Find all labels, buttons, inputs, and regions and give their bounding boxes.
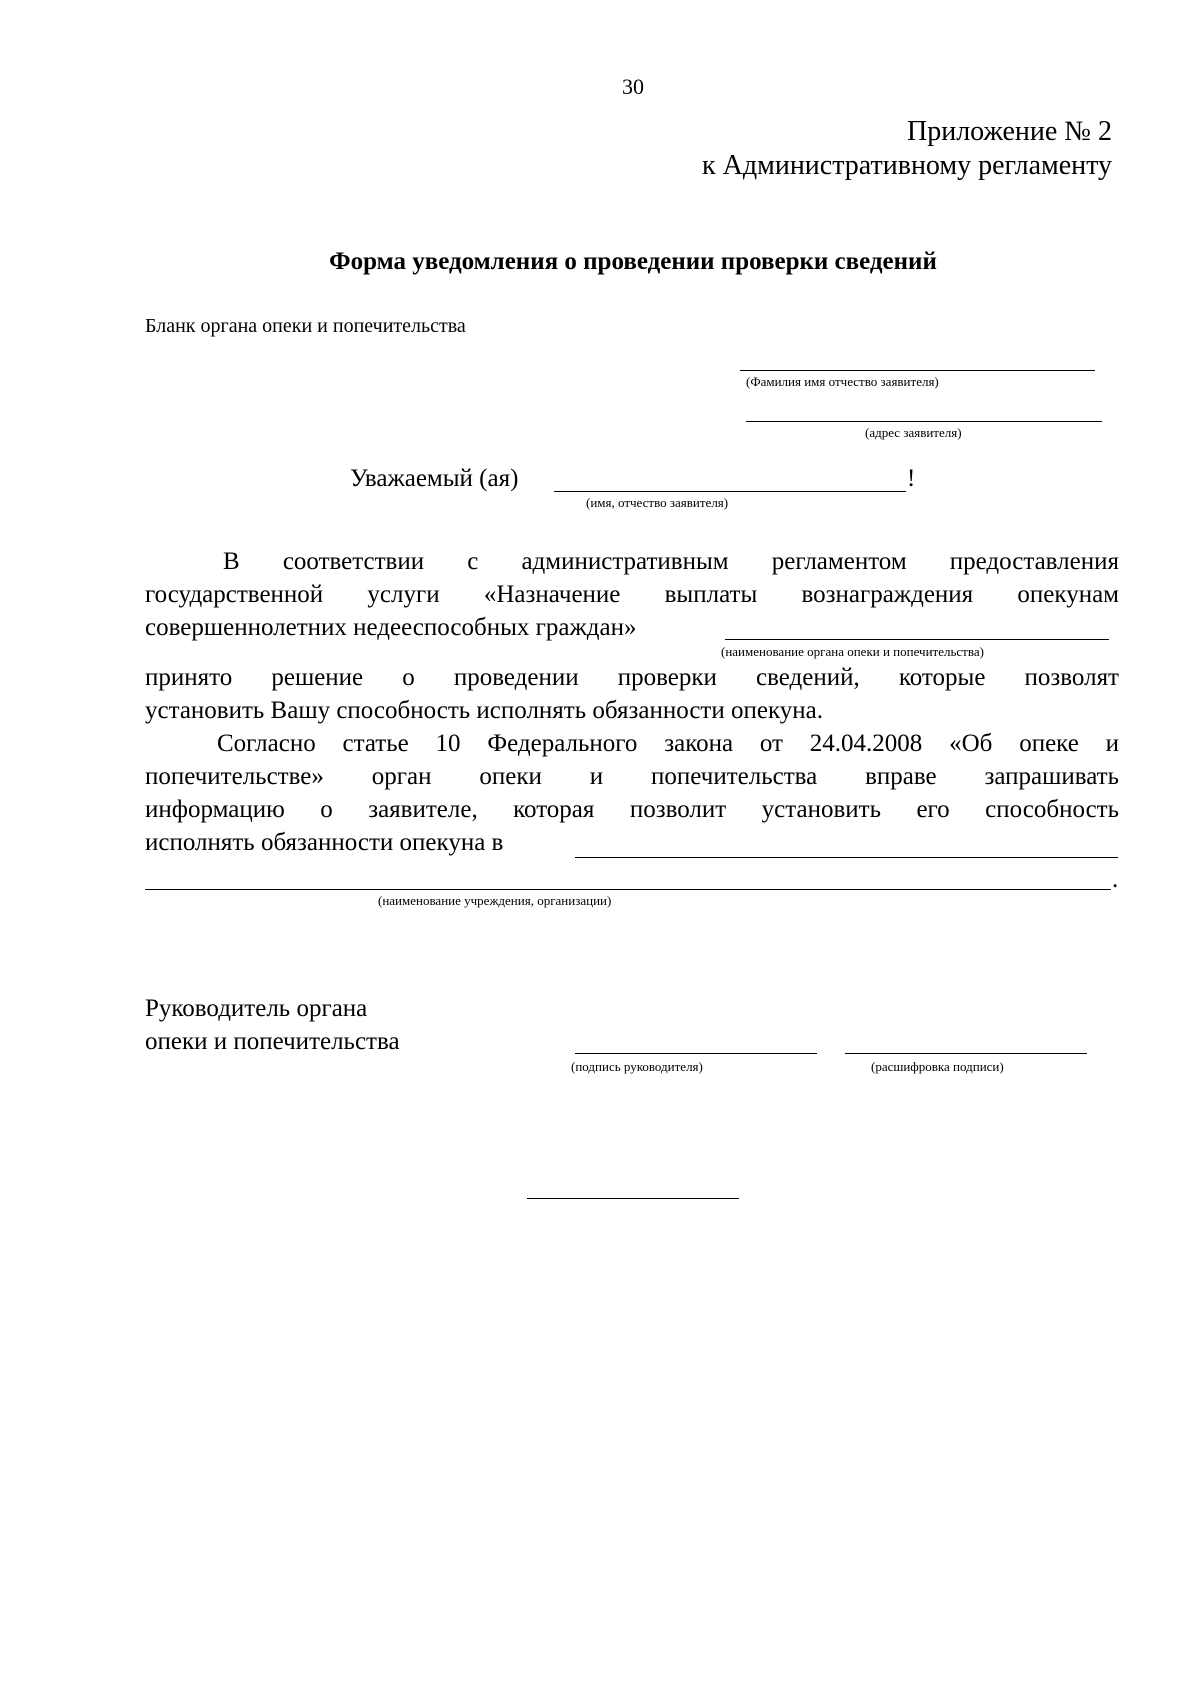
paragraph2-line2: попечительстве» орган опеки и попечительства вправе запрашивать <box>145 763 1119 790</box>
appendix-reference: к Административному регламенту <box>702 150 1112 181</box>
signatory-position-line2: опеки и попечительства <box>145 1028 400 1055</box>
paragraph2-line4: исполнять обязанности опекуна в <box>145 829 504 856</box>
signature-decode-caption: (расшифровка подписи) <box>871 1059 1004 1074</box>
institution-line-1[interactable] <box>575 857 1118 858</box>
signatory-position-line1: Руководитель органа <box>145 995 368 1022</box>
paragraph2-line3: информацию о заявителе, которая позволит установить его способность <box>145 796 1119 823</box>
recipient-name-line[interactable] <box>740 370 1095 371</box>
greeting-text: Уважаемый (ая) <box>350 465 519 492</box>
paragraph1-line2: государственной услуги «Назначение выплаты вознаграждения опекунам <box>145 581 1119 608</box>
letterhead-label: Бланк органа опеки и попечительства <box>145 315 466 337</box>
form-title: Форма уведомления о проведении проверки сведений <box>329 248 937 275</box>
paragraph1-line4: принято решение о проведении проверки сведений, которые позволят <box>145 664 1119 691</box>
closing-separator <box>527 1198 739 1199</box>
page-number: 30 <box>622 74 644 99</box>
greeting-exclamation: ! <box>907 465 916 492</box>
greeting-caption: (имя, отчество заявителя) <box>586 495 729 510</box>
appendix-number: Приложение № 2 <box>907 116 1112 147</box>
paragraph1-line3: совершеннолетних недееспособных граждан» <box>145 614 637 641</box>
institution-caption: (наименование учреждения, организации) <box>378 893 612 908</box>
paragraph1-line5: установить Вашу способность исполнять обязанности опекуна. <box>145 697 823 724</box>
institution-line-2[interactable] <box>145 889 1111 890</box>
recipient-address-caption: (адрес заявителя) <box>865 425 962 440</box>
greeting-name-line[interactable] <box>554 491 906 492</box>
signature-line[interactable] <box>575 1053 817 1054</box>
guardianship-organ-line[interactable] <box>725 639 1109 640</box>
paragraph2-period: . <box>1112 866 1119 893</box>
guardianship-organ-caption: (наименование органа опеки и попечительства) <box>721 644 984 659</box>
paragraph1-line1: В соответствии с административным регламентом предоставления <box>223 548 1119 575</box>
paragraph2-line1: Согласно статье 10 Федерального закона от 24.04.2008 «Об опеке и <box>217 730 1119 757</box>
signature-caption: (подпись руководителя) <box>571 1059 703 1074</box>
recipient-address-line[interactable] <box>746 421 1102 422</box>
recipient-name-caption: (Фамилия имя отчество заявителя) <box>746 374 939 389</box>
signature-decode-line[interactable] <box>845 1053 1087 1054</box>
